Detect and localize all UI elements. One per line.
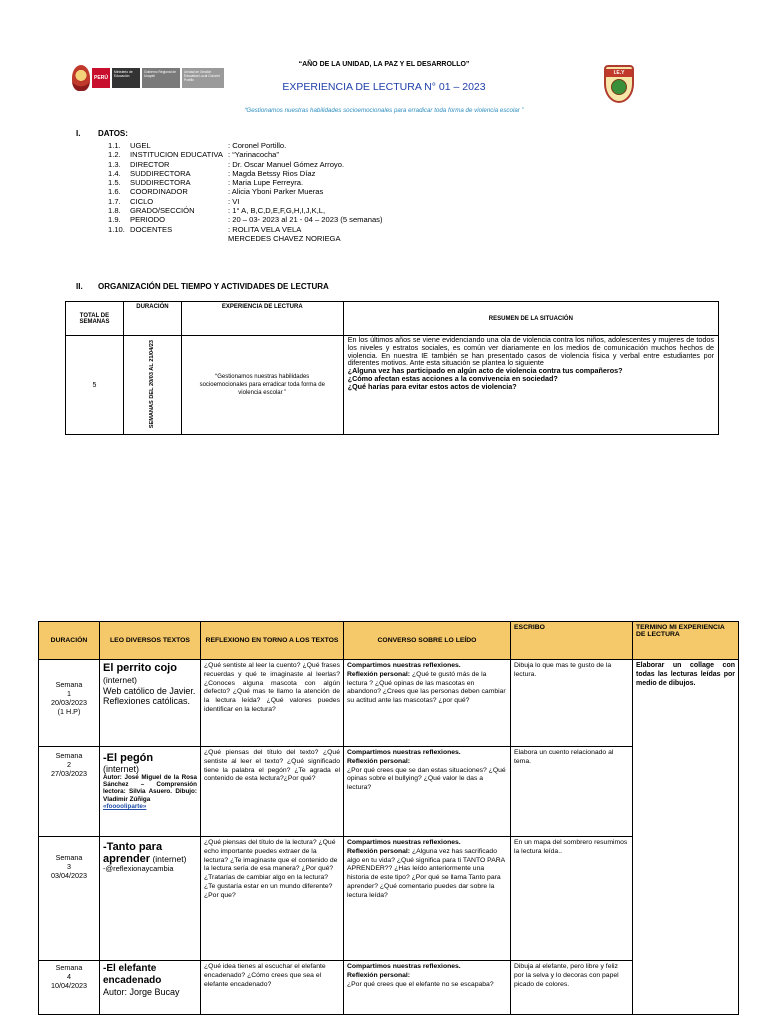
week-label: Semana	[55, 963, 83, 972]
termino-cell: Elaborar un collage con todas las lecturas leídas por medio de dibujos.	[633, 660, 739, 1015]
escribo-cell: Dibuja lo que mas te gusto de la lectura.	[511, 660, 633, 747]
datos-value: : Dr. Oscar Manuel Gómez Arroyo.	[228, 159, 345, 169]
datos-number: 1.1.	[108, 141, 121, 150]
table-row	[66, 336, 719, 435]
summary-question: ¿Alguna vez has participado en algún acto de violencia contra tus compañeros?	[347, 366, 623, 376]
organization-table	[65, 301, 719, 435]
escribo-cell: Elabora un cuento relacionado al tema.	[511, 747, 633, 837]
reading-title: -El pegón	[103, 752, 154, 764]
leo-cell	[100, 961, 201, 1015]
datos-row	[108, 187, 383, 196]
week-number: 2	[67, 760, 71, 769]
col-leo: LEO DIVERSOS TEXTOS	[100, 622, 201, 660]
total-weeks-value: 5	[66, 336, 124, 435]
col-reflexiono: REFLEXIONO EN TORNO A LOS TEXTOS	[201, 622, 344, 660]
table-header-row	[66, 302, 719, 336]
converso-label: Reflexión personal:	[347, 971, 411, 979]
datos-list	[108, 141, 383, 243]
datos-label: COORDINADOR	[130, 187, 188, 197]
week-hours: (1 H.P)	[57, 707, 81, 716]
week-label: Semana	[55, 680, 83, 689]
datos-number: 1.4.	[108, 168, 121, 178]
datos-value: : ROLITA VELA VELA	[228, 224, 302, 234]
leo-cell	[100, 660, 201, 747]
col-experiencia: EXPERIENCIA DE LECTURA	[181, 302, 343, 336]
reading-title	[103, 841, 197, 865]
converso-text: ¿Por qué crees que el elefante no se escapaba?	[347, 980, 494, 988]
converso-text: ¿Alguna vez has sacrificado algo en tu vida? ¿Qué significa para ti TANTO PARA APRENDER?? ¿Has leído anteriormente una historia de este tipo? ¿Por qué se llama Tanto para aprender? ¿Qué comentario puedes dar sobre la lectura leída?	[347, 847, 505, 899]
converso-cell	[344, 660, 511, 747]
datos-label: CICLO	[130, 196, 154, 206]
datos-number: 1.3.	[108, 159, 121, 169]
datos-value: : Magda Betssy Rios Díaz	[228, 168, 316, 178]
reading-detail: -@reflexionaycambia	[103, 864, 174, 873]
week-date: 03/04/2023	[51, 871, 87, 880]
col-total-semanas: TOTAL DE SEMANAS	[66, 302, 124, 336]
leo-cell	[100, 837, 201, 961]
reading-detail: Web católico de Javier.	[103, 686, 196, 696]
section-1-number: I.	[76, 129, 81, 138]
col-resumen: RESUMEN DE LA SITUACIÓN	[343, 302, 718, 336]
week-cell	[39, 961, 100, 1015]
week-date: 27/03/2023	[51, 769, 87, 778]
week-cell	[39, 660, 100, 747]
week-label: Semana	[55, 751, 83, 760]
activities-table	[38, 621, 739, 1015]
col-duracion: DURACIÓN	[39, 622, 100, 660]
col-duracion: DURACIÓN	[123, 302, 181, 336]
reading-author: Autor: José Miguel de la Rosa Sánchez – Comprensión lectora: Silvia Asuero. Dibujo: Vladimir Zúñiga	[103, 774, 197, 803]
datos-row	[108, 215, 383, 224]
datos-row	[108, 197, 383, 206]
duration-cell	[123, 336, 181, 435]
datos-number: 1.10.	[108, 224, 125, 234]
summary-question: ¿Qué harías para evitar estos actos de violencia?	[347, 381, 517, 391]
datos-number	[108, 234, 130, 243]
summary-cell	[343, 336, 718, 435]
reading-title: -El elefante encadenado	[103, 963, 162, 986]
reading-detail: Reflexiones católicas.	[103, 696, 191, 706]
year-motto: “AÑO DE LA UNIDAD, LA PAZ Y EL DESARROLLO”	[298, 61, 470, 68]
slogan: “Gestionamos nuestras habilidades socioemocionales para erradicar toda forma de violencia escolar ”	[244, 107, 524, 114]
converso-cell	[344, 747, 511, 837]
datos-label: GRADO/SECCIÓN	[130, 206, 195, 216]
datos-number: 1.6.	[108, 187, 121, 197]
datos-number: 1.8.	[108, 206, 121, 216]
section-2-heading	[76, 282, 329, 291]
col-termino: TERMINO MI EXPERIENCIA DE LECTURA	[633, 622, 739, 660]
datos-row	[108, 234, 383, 243]
leo-cell	[100, 747, 201, 837]
datos-number: 1.9.	[108, 215, 121, 225]
reading-source: (internet)	[150, 854, 187, 864]
datos-row	[108, 206, 383, 215]
datos-value: : Coronel Portillo.	[228, 141, 287, 150]
col-converso: CONVERSO SOBRE LO LEÍDO	[344, 622, 511, 660]
week-number: 1	[67, 689, 71, 698]
reading-source: (internet)	[103, 675, 138, 685]
section-2-title: ORGANIZACIÓN DEL TIEMPO Y ACTIVIDADES DE LECTURA	[98, 282, 329, 291]
datos-row	[108, 169, 383, 178]
datos-row	[108, 178, 383, 187]
week-date: 10/04/2023	[51, 981, 87, 990]
converso-title: Compartimos nuestras reflexiones.	[347, 749, 461, 756]
datos-label	[130, 234, 228, 243]
datos-value: : “Yarinacocha”	[228, 150, 279, 160]
datos-value: : 20 – 03- 2023 al 21 - 04 – 2023 (5 semanas)	[228, 215, 383, 225]
datos-number: 1.2.	[108, 150, 121, 160]
datos-value: : Alicia Yboni Parker Mueras	[228, 187, 324, 197]
datos-row	[108, 150, 383, 159]
converso-label: Reflexión personal:	[347, 757, 411, 765]
regional-government-logo: Gobierno Regional de Ucayali	[142, 68, 180, 88]
converso-text: ¿Qué te gustó más de la lectura ? ¿Qué opinas de las mascotas en abandono? ¿Crees que las personas deben cambiar su actitud ante las mascotas? ¿por qué?	[347, 670, 506, 705]
col-escribo: ESCRIBO	[511, 622, 633, 660]
datos-value: : Maria Lupe Ferreyra.	[228, 178, 304, 188]
table-row	[39, 660, 739, 747]
summary-question: ¿Cómo afectan estas acciones a la convivencia en sociedad?	[347, 373, 558, 383]
datos-label: SUDDIRECTORA	[130, 168, 191, 178]
datos-row	[108, 225, 383, 234]
page-title: EXPERIENCIA DE LECTURA N° 01 – 2023	[282, 81, 486, 93]
reflexiono-cell: ¿Qué piensas del título de la lectura? ¿Qué echo importante puedes extraer de la lectura? ¿Te imaginaste que el contenido de la lectura sería de esa manera? ¿Por qué? ¿Tratarías de cambiar algo en la lectura? ¿Te gustaría estar en un mundo diferente?¿Por que?	[201, 837, 344, 961]
datos-label: SUDDIRECTORA	[130, 178, 191, 188]
reading-title	[103, 662, 197, 686]
datos-label: UGEL	[130, 141, 151, 150]
duration-value: SEMANAS DEL 20/03 AL 21/04/23	[148, 339, 155, 429]
escribo-cell: En un mapa del sombrero resumimos la lectura leída..	[511, 837, 633, 961]
week-number: 4	[67, 972, 71, 981]
datos-label: DIRECTOR	[130, 159, 170, 169]
converso-title: Compartimos nuestras reflexiones.	[347, 963, 461, 970]
datos-number: 1.7.	[108, 196, 121, 206]
datos-value: : 1° A, B,C,D,E,F,G,H,I,J,K,L,	[228, 206, 326, 216]
experience-value: “Gestionamos nuestras habilidades socioemocionales para erradicar toda forma de violencia escolar ”	[181, 336, 343, 435]
ugel-logo: Unidad de Gestión Educativa Local Coronel Portillo	[182, 68, 224, 88]
converso-cell	[344, 837, 511, 961]
table-header-row	[39, 622, 739, 660]
week-date: 20/03/2023	[51, 698, 87, 707]
reflexiono-cell: ¿Qué sentiste al leer la cuento? ¿Qué frases recuerdas y qué te imaginaste al leerlas? ¿Conoces alguna mascota con algún defecto? ¿Qué mas te llamo la atención de la lectura leída? ¿Qué valores puedes identificar en la lectura?	[201, 660, 344, 747]
ministry-logo: Ministerio de Educación	[112, 68, 140, 88]
reading-title-text: -Tanto para aprender	[103, 841, 163, 865]
converso-title: Compartimos nuestras reflexiones.	[347, 839, 461, 846]
reading-link[interactable]: «fooooliparte»	[103, 802, 147, 810]
datos-row	[108, 160, 383, 169]
datos-label: INSTITUCION EDUCATIVA	[130, 150, 223, 160]
datos-label: DOCENTES	[130, 224, 173, 234]
escribo-cell: Dibuja al elefante, pero libre y feliz por la selva y lo decoras con papel picado de colores.	[511, 961, 633, 1015]
reading-author: Autor: Jorge Bucay	[103, 987, 180, 997]
converso-label: Reflexión personal:	[347, 670, 411, 678]
section-2-number: II.	[76, 282, 83, 291]
summary-text: En los últimos años se viene evidenciando una ola de violencia contra los niños, adolescentes y mujeres de todos los niveles y estratos sociales, es común ver diariamente en los medios de comunicación muchos hechos de violencia. En nuestra IE también se han presentado casos de violencia física y verbal entre estudiantes por diferentes motivos. Ante esta situación se plantea lo siguiente	[347, 335, 714, 368]
datos-value: : VI	[228, 196, 240, 206]
converso-cell	[344, 961, 511, 1015]
converso-text: ¿Por qué crees que se dan estas situaciones? ¿Qué opinas sobre el bullying? ¿Qué valor le das a lectura?	[347, 766, 506, 792]
reading-source: (internet)	[103, 764, 140, 774]
week-cell	[39, 747, 100, 837]
section-1-title: DATOS:	[98, 129, 128, 138]
week-label: Semana	[55, 853, 83, 862]
converso-title: Compartimos nuestras reflexiones.	[347, 662, 461, 669]
crest-label: I.E.Y	[606, 69, 632, 77]
reading-title-text: El perrito cojo	[103, 662, 177, 674]
datos-value: MERCEDES CHAVEZ NORIEGA	[228, 233, 341, 243]
datos-label: PERIODO	[130, 215, 166, 225]
peru-logo: PERÚ	[92, 68, 110, 88]
converso-label: Reflexión personal:	[347, 847, 411, 855]
datos-row	[108, 141, 383, 150]
reflexiono-cell: ¿Qué idea tienes al escuchar el elefante encadenado? ¿Cómo crees que sea el elefante encadenado?	[201, 961, 344, 1015]
week-number: 3	[67, 862, 71, 871]
section-1-heading	[76, 129, 128, 138]
datos-number: 1.5.	[108, 178, 121, 188]
week-cell	[39, 837, 100, 961]
reflexiono-cell: ¿Qué piensas del título del texto? ¿Qué sentiste al leer el texto? ¿Qué significado tiene la palabra el pegón? ¿Te agrada el contenido de esta lectura?¿Por qué?	[201, 747, 344, 837]
